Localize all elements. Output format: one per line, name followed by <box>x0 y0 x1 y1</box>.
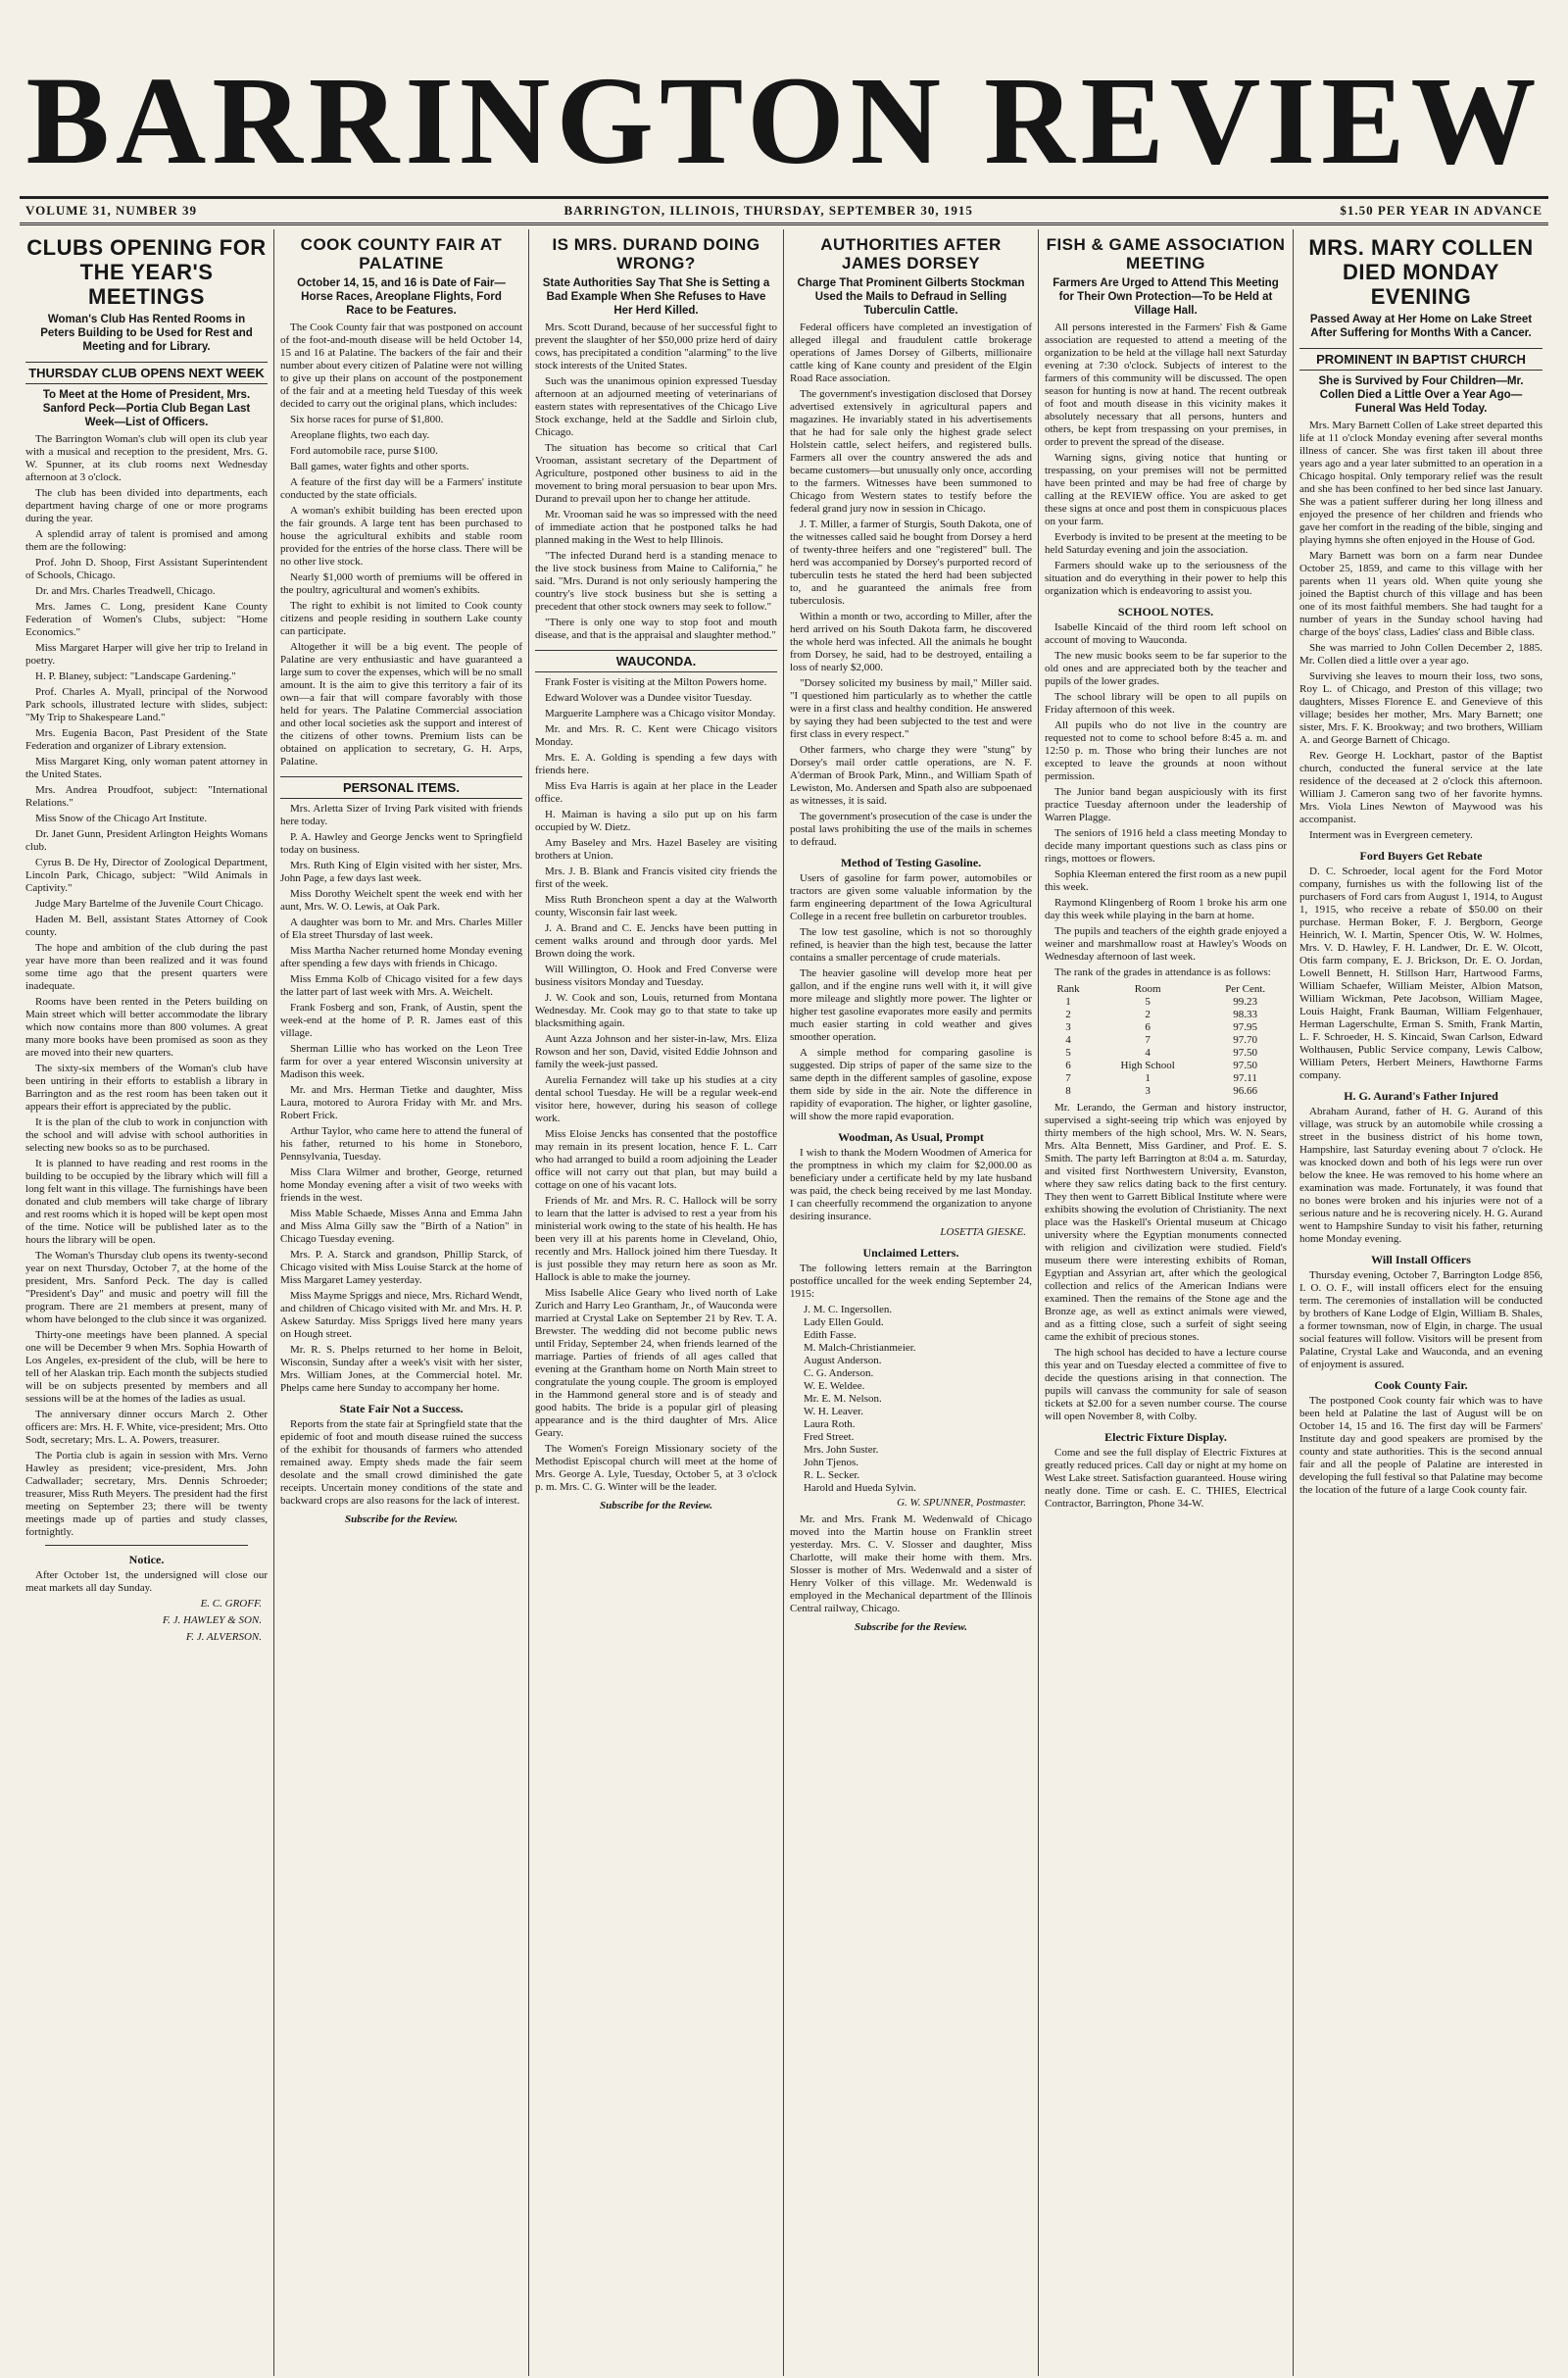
table-row <box>1045 1072 1287 1085</box>
paragraph: The sixty-six members of the Woman's club have been untiring in their efforts to establish a library in Barrington and as the rest room has been taken out it appears their effort is appreciated by the public. <box>25 1063 268 1113</box>
paragraph: The hope and ambition of the club during the past year have more than been realized and it was found some time ago that the present quarters were inadequate. <box>25 942 268 992</box>
paragraph: Cyrus B. De Hy, Director of Zoological Department, Lincoln Park, Chicago, subject: "Wild Animals in Captivity." <box>25 857 268 894</box>
paragraph: P. A. Hawley and George Jencks went to Springfield today on business. <box>280 831 522 856</box>
table-cell: 96.66 <box>1233 1085 1258 1097</box>
paragraph: Farmers should wake up to the seriousness of the situation and do everything in their power to help this organization which is endeavoring to assist you. <box>1045 560 1287 597</box>
dateline-bar <box>20 196 1548 225</box>
subhead-install: Will Install Officers <box>1371 1253 1471 1266</box>
postmaster-signature: G. W. SPUNNER, Postmaster. <box>897 1497 1026 1509</box>
paragraph: The low test gasoline, which is not so thoroughly refined, is heavier than the high test, because the latter contains a smaller percentage of crude materials. <box>790 926 1032 964</box>
list-item: R. L. Secker. <box>804 1469 860 1481</box>
paragraph: Miss Mayme Spriggs and niece, Mrs. Richard Wendt, and children of Chicago visited with Mr. and Mrs. H. P. Askew Saturday. Miss Spriggs lived here many years on Hough street. <box>280 1290 522 1340</box>
paragraph: Miss Dorothy Weichelt spent the week end with her aunt, Mrs. W. O. Lewis, at Oak Park. <box>280 888 522 913</box>
table-row <box>1045 1009 1287 1021</box>
paragraph: Such was the unanimous opinion expressed Tuesday afternoon at an adjourned meeting of veterinarians of eastern states with representatives of the Chicago Live Stock exchange, held at the Saddle and Sirloin club, Chicago. <box>535 375 777 438</box>
paragraph: Surviving she leaves to mourn their loss, two sons, Roy L. of Chicago, and Preston of this village; two daughters, Misses Florence E. and Genevieve of this village; besides her mother, Mrs. Mary Barnett; one sister, Mrs. F. K. Brookway; and two brothers, William A. and George Barnett of Chicago. <box>1299 670 1543 746</box>
paragraph: Aurelia Fernandez will take up his studies at a city dental school Tuesday. He will be a regular week-end visitor here, however, during his season of college work. <box>535 1074 777 1124</box>
wedenwald-text: Mr. and Mrs. Frank M. Wedenwald of Chicago moved into the Martin house on Franklin street yesterday. Mrs. C. V. Slosser and daughter, Miss Charlotte, will make their home with them. Mrs. Slosser is mother of Mrs. Wedenwald and a sister of Henry Volker of this village. Mr. Wedenwald is employed in the Mechanical department of the Illinois Central railway, Chicago. <box>790 1513 1032 1614</box>
paragraph: The government's investigation disclosed that Dorsey advertised extensively in agricultural papers and magazines. He invariably stated in his advertisements that he had for sale only the highest grade select Holstein cattle, select heifers, and registered bulls. Farmers all over the country answered the ads and became customers—but unusually only once, according to the farmers. Witnesses have been summoned to Chicago from Western states to testify before the federal grand jury now in session in Chicago. <box>790 388 1032 515</box>
list-item: W. E. Weldee. <box>804 1380 865 1392</box>
paragraph: Mrs. J. B. Blank and Francis visited city friends the first of the week. <box>535 866 777 890</box>
headline-fair: COOK COUNTY FAIR AT PALATINE <box>300 235 503 272</box>
paragraph: Miss Margaret Harper will give her trip to Ireland in poetry. <box>25 642 268 667</box>
subhead-personal-items: PERSONAL ITEMS. <box>280 776 522 799</box>
woodman-signature: LOSETTA GIESKE. <box>940 1226 1026 1238</box>
paragraph: "The infected Durand herd is a standing menace to the live stock business from Maine to California," he said. "Mrs. Durand is not only seriously hampering the country's live stock business but she is setting a precedent that other stock owners may seek to follow." <box>535 550 777 613</box>
subscribe-line: Subscribe for the Review. <box>854 1621 968 1633</box>
paragraph: Miss Emma Kolb of Chicago visited for a few days the latter part of last week with Mrs. A. Weichelt. <box>280 973 522 998</box>
paragraph: Miss Margaret King, only woman patent attorney in the United States. <box>25 756 268 780</box>
paragraph: She was married to John Collen December 2, 1885. Mr. Collen died a little over a year ago. <box>1299 642 1543 667</box>
notice-signature: E. C. GROFF. <box>200 1598 262 1610</box>
newspaper-page <box>20 0 1548 2360</box>
deck-durand: State Authorities Say That She is Setting a Bad Example When She Refuses to Have Her Herd Killed. <box>542 277 770 317</box>
paragraph: The Cook County fair that was postponed on account of the foot-and-mouth disease will be held October 14, 15 and 16 at Palatine. The backers of the fair and their number about every citizen of Palatine were not willing to give up their plans on account of the postponement of the fair and at a meeting held Tuesday of this week decided to carry out the original plans, which includes: <box>280 322 522 410</box>
paragraph: H. Maiman is having a silo put up on his farm occupied by W. Dietz. <box>535 809 777 833</box>
paragraph: Users of gasoline for farm power, automobiles or tractors are given some valuable information by the farm engineering department of the Iowa Agricultural College in a recent free bulletin on carburetor troubles. <box>790 872 1032 922</box>
paragraph: The Junior band began auspiciously with its first practice Tuesday afternoon under the leadership of Warren Plagge. <box>1045 786 1287 823</box>
paragraph: Sophia Kleeman entered the first room as a new pupil this week. <box>1045 868 1287 893</box>
install-text: Thursday evening, October 7, Barrington Lodge 856, I. O. O. F., will install officers elect for the ensuing term. The ceremonies of installation will be conducted by brothers of Kane Lodge of Elgin, William B. Shales, a former townsman, now of Elgin, in charge. The usual social features will follow. Visitors will be present from Palatine, Crystal Lake and Wauconda, and an evening of enjoyment is assured. <box>1299 1269 1543 1370</box>
paragraph: The Barrington Woman's club will open its club year with a musical and reception to the president, Mrs. G. W. Spunner, at its club rooms next Wednesday afternoon at 3 o'clock. <box>25 433 268 483</box>
paragraph: J. A. Brand and C. E. Jencks have been putting in cement walks around and through door yards. Mel Brown doing the work. <box>535 922 777 960</box>
paragraph: Interment was in Evergreen cemetery. <box>1309 829 1473 841</box>
list-item: Fred Street. <box>804 1431 855 1443</box>
paragraph: Frank Fosberg and son, Frank, of Austin, spent the week-end at the home of P. R. James east of this village. <box>280 1002 522 1039</box>
paragraph: Judge Mary Bartelme of the Juvenile Court Chicago. <box>35 898 264 910</box>
table-cell: 98.33 <box>1233 1009 1258 1020</box>
headline-durand: IS MRS. DURAND DOING WRONG? <box>552 235 760 272</box>
paragraph: Areoplane flights, two each day. <box>290 429 430 441</box>
deck-thursday-club: To Meet at the Home of President, Mrs. Sanford Peck—Portia Club Began Last Week—List of Officers. <box>42 389 251 428</box>
column-dorsey <box>784 229 1039 2376</box>
paragraph: Ball games, water fights and other sports. <box>290 461 469 472</box>
table-cell: 6 <box>1145 1021 1151 1033</box>
paragraph: Arthur Taylor, who came here to attend the funeral of his father, returned to his home in Stoneboro, Pennsylvania, Tuesday. <box>280 1125 522 1163</box>
subhead-woodman: Woodman, As Usual, Prompt <box>838 1130 984 1144</box>
gasoline-body <box>790 872 1032 1123</box>
paragraph: Friends of Mr. and Mrs. R. C. Hallock will be sorry to learn that the latter is advised to rest a year from his ministerial work owing to the state of his health. He has been very ill at his parents home in Cleveland, Ohio, recently and Mrs. Hallock joined him there Tuesday. It is just possible they may return here as soon as Mr. Hallock is able to make the journey. <box>535 1195 777 1283</box>
table-cell: 1 <box>1065 996 1071 1008</box>
paragraph: Rev. George H. Lockhart, pastor of the Baptist church, conducted the funeral service at the late residence of the deceased at 2 o'clock this afternoon. William J. Cameron sang two of her favorite hymns. Mrs. Viola Lines Newton of Maywood was his accompanist. <box>1299 750 1543 825</box>
list-item: C. G. Anderson. <box>804 1367 874 1379</box>
paragraph: Dr. and Mrs. Charles Treadwell, Chicago. <box>35 585 216 597</box>
table-cell: 97.50 <box>1233 1060 1258 1071</box>
paragraph: Amy Baseley and Mrs. Hazel Baseley are visiting brothers at Union. <box>535 837 777 862</box>
deck-fair: October 14, 15, and 16 is Date of Fair—Horse Races, Areoplane Flights, Ford Race to be Features. <box>297 277 506 317</box>
paragraph: Miss Isabelle Alice Geary who lived north of Lake Zurich and Harry Leo Grantham, Jr., of Wauconda were married at Crystal Lake on September 21 by Rev. T. A. Brewster. The wedding did not become public news until Friday, September 24, when friends learned of the marriage. Parties of friends of all ages called that evening at the Grantham home on North Main street to congratulate the young couple. The groom is employed in the Hammond general store and is of steady and good habits. The bride is a popular girl of pleasing appearance and is the third daughter of Mrs. Alice Geary. <box>535 1287 777 1439</box>
paragraph: Mrs. Ruth King of Elgin visited with her sister, Mrs. John Page, a few days last week. <box>280 860 522 884</box>
table-cell: 97.70 <box>1233 1034 1258 1046</box>
paragraph: Miss Martha Nacher returned home Monday evening after spending a few days with friends in Chicago. <box>280 945 522 969</box>
paragraph: Prof. John D. Shoop, First Assistant Superintendent of Schools, Chicago. <box>25 557 268 581</box>
deck-clubs: Woman's Club Has Rented Rooms in Peters Building to be Used for Rest and Meeting and for Library. <box>40 314 253 353</box>
wauconda-items-list <box>535 676 777 1494</box>
column-clubs <box>20 229 274 2376</box>
subhead-ford: Ford Buyers Get Rebate <box>1359 849 1483 863</box>
paragraph: The right to exhibit is not limited to Cook county citizens and people residing in southern Lake county can participate. <box>280 600 522 637</box>
list-item: W. H. Leaver. <box>804 1406 863 1417</box>
column-fair <box>274 229 529 2376</box>
personal-items-list <box>280 803 522 1395</box>
paragraph: Miss Clara Wilmer and brother, George, returned home Monday evening after a visit of two weeks with friends in the west. <box>280 1166 522 1204</box>
paragraph: Marguerite Lamphere was a Chicago visitor Monday. <box>545 708 776 719</box>
column-fish-game <box>1039 229 1294 2376</box>
woodman-text: I wish to thank the Modern Woodmen of America for the promptness in which my claim for $2,000.00 as beneficiary under a certificate held by my late husband was paid, the check being received by me last Monday. I can cheerfully recommend the organization to anyone desiring insurance. <box>790 1147 1032 1222</box>
paragraph: Miss Ruth Broncheon spent a day at the Walworth county, Wisconsin fair last week. <box>535 894 777 918</box>
attendance-table <box>1045 983 1287 1098</box>
list-item: J. M. C. Ingersollen. <box>804 1304 893 1315</box>
headline-clubs: CLUBS OPENING FOR THE YEAR'S MEETINGS <box>26 235 267 309</box>
paragraph: "Dorsey solicited my business by mail," Miller said. "I questioned him particularly as to whether the cattle were in a first class and healthy condition. He answered by saying they had been subjected to the test and were first class in every respect." <box>790 677 1032 740</box>
table-cell: 2 <box>1065 1009 1071 1020</box>
article-body-clubs <box>25 433 268 1539</box>
state-fair-text: Reports from the state fair at Springfield state that the epidemic of foot and mouth disease ruined the success of the exhibit for thousands of farmers who attended remained away. Empty sheds made the fair seem desolate and the small crowd diminished the gate receipts. Uncertain money conditions of the state and backward crops are also reasons for the lack of interest. <box>280 1418 522 1507</box>
volume-number: VOLUME 31, NUMBER 39 <box>25 203 198 218</box>
table-cell: 3 <box>1065 1021 1071 1033</box>
headline-collen: MRS. MARY COLLEN DIED MONDAY EVENING <box>1308 235 1534 309</box>
school-notes-body <box>1045 621 1287 979</box>
paragraph: A simple method for comparing gasoline is suggested. Dip strips of paper of the same size to the same depth in the different samples of gasoline, expose them side by side in the air. Note the difference in rapidity of evaporation. The higher, or lighter gasoline, will show the more rapid evaporation. <box>790 1047 1032 1122</box>
paragraph: Mr. Lerando, the German and history instructor, supervised a sight-seeing trip which was enjoyed by thirty members of the high school, Mrs. W. N. Sears, Mrs. Alta Bennett, Miss Gardiner, and Prof. E. S. Smith. The party left Barrington at 8:04 a. m. Saturday, and visited first Northwestern University, Evanston, where they saw relics dating back to the first century. They then went to Garrett Biblical Institute where were exhibits showing the evolution of Christianity. The next place was the Haskell's Oriental museum at Chicago university where the Egyptian monuments connected with religion and civilization were studied. Field's museum there were interesting exhibits of Roman, Egyptian and Assyrian art, after which the geological collection and relics of the American Indians were examined. Then the remains of the Stone age and the Bronze age, as well as extinct animals were viewed, and as a fitting close, such a surfeit of sight seeing came the exhibit of precious stones. <box>1045 1102 1287 1343</box>
paragraph: Haden M. Bell, assistant States Attorney of Cook county. <box>25 914 268 938</box>
table-cell: 4 <box>1065 1034 1071 1046</box>
paragraph: The new music books seem to be far superior to the old ones and are appreciated both by the teacher and pupils of the lower grades. <box>1045 650 1287 687</box>
deck-collen: Passed Away at Her Home on Lake Street After Suffering for Months With a Cancer. <box>1309 314 1533 339</box>
headline-fish-game: FISH & GAME ASSOCIATION MEETING <box>1046 235 1286 272</box>
notice-signature: F. J. HAWLEY & SON. <box>162 1614 262 1626</box>
paragraph: Mr. and Mrs. R. C. Kent were Chicago visitors Monday. <box>535 723 777 748</box>
attendance-table-body <box>1045 996 1287 1098</box>
paragraph: Miss Eloise Jencks has consented that the postoffice may remain in its present location, hence F. L. Carr who had arranged to build a room adjoining the Leader office will not carry out that plan, but may build a cottage on one of his vacant lots. <box>535 1128 777 1191</box>
table-header-row <box>1045 983 1287 996</box>
table-cell: 7 <box>1145 1034 1151 1046</box>
subhead-unclaimed-letters: Unclaimed Letters. <box>862 1246 959 1260</box>
paragraph: Mr. R. S. Phelps returned to her home in Beloit, Wisconsin, Sunday after a week's visit with her sister, Mrs. William Jones, at the Commercial hotel. Mr. Phelps came here Sunday to accompany her home. <box>280 1344 522 1394</box>
paragraph: Federal officers have completed an investigation of alleged illegal and fraudulent cattle brokerage operations of James Dorsey of Gilberts, millionaire cattle king of Kane county and president of the Elgin Road Race association. <box>790 322 1032 384</box>
table-header: Per Cent. <box>1225 983 1266 995</box>
paragraph: Frank Foster is visiting at the Milton Powers home. <box>545 676 767 688</box>
paragraph: Six horse races for purse of $1,800. <box>290 414 444 425</box>
paragraph: The anniversary dinner occurs March 2. Other officers are: Mrs. H. F. White, vice-president; Mrs. Otto Sodt, secretary; Mrs. L. A. Powers, treasurer. <box>25 1409 268 1446</box>
deck-fish-game: Farmers Are Urged to Attend This Meeting for Their Own Protection—To be Held at Village Hall. <box>1053 277 1279 317</box>
issue-date: BARRINGTON, ILLINOIS, THURSDAY, SEPTEMBER 30, 1915 <box>564 203 973 218</box>
table-row <box>1045 1085 1287 1098</box>
article-body-fish-game <box>1045 322 1287 598</box>
table-cell: 3 <box>1145 1085 1151 1097</box>
paragraph: J. T. Miller, a farmer of Sturgis, South Dakota, one of the witnesses called said he bought from Dorsey a herd of twenty-three heifers and one "registered" bull. The herd was accompanied by Dorsey's purported record of tuberculin tests he stated the herd had been subjected to, and he guaranteed the animals free from tuberculosis. <box>790 519 1032 607</box>
aurand-text: Abraham Aurand, father of H. G. Aurand of this village, was struck by an automobile while crossing a street in the business district of his home town, Hampshire, last Saturday evening about 7 o'clock. He was knocked down and both of his legs were run over below the knee. He was removed to his home where an examination was made. Fortunately, it was found that no bones were broken and his injuries were not of a serious nature and he is recovering nicely. H. G. Aurand went to Hampshire Sunday to visit his father, returning home Monday evening. <box>1299 1106 1543 1245</box>
table-cell: 6 <box>1065 1060 1071 1071</box>
electric-text: Come and see the full display of Electric Fixtures at greatly reduced prices. Call day or night at my home on West Lake street. Satisfaction guaranteed. House wiring neatly done. Time or cash. E. C. THIES, Electrical Contractor, Barrington, Phone 34-W. <box>1045 1447 1287 1510</box>
paragraph: A woman's exhibit building has been erected upon the fair grounds. A large tent has been purchased to house the agricultural exhibits and stable room provided for the entries of the horse class. There will be no other live stock. <box>280 505 522 568</box>
table-cell: 5 <box>1065 1047 1071 1059</box>
paragraph: Raymond Klingenberg of Room 1 broke his arm one day this week while playing in the barn at home. <box>1045 897 1287 921</box>
paragraph: Miss Mable Schaede, Misses Anna and Emma Jahn and Miss Alma Gilly saw the "Birth of a Nation" in Chicago Tuesday evening. <box>280 1208 522 1245</box>
paragraph: Mr. Vrooman said he was so impressed with the need of immediate action that he postponed talks he had planned making in the West to help Illinois. <box>535 509 777 546</box>
paragraph: Will Willington, O. Hook and Fred Converse were business visitors Monday and Tuesday. <box>535 964 777 988</box>
paragraph: Mrs. Mary Barnett Collen of Lake street departed this life at 11 o'clock Monday evening after several months illness of cancer. She was first taken ill about three years ago and a year later submitted to an operation in a Chicago hospital. Only temporary relief was the result and she has been confined to her bed since last January. She was a patient sufferer during her long illness and enjoyed the presence of her children and friends who gave her comfort in the reading of the bible, singing and playing hymns she often enjoyed in the House of God. <box>1299 420 1543 546</box>
notice-title: Notice. <box>128 1553 165 1566</box>
paragraph: It is the plan of the club to work in conjunction with the school and will advise with school authorities in selecting new books so as to be purchased. <box>25 1116 268 1154</box>
table-cell: 2 <box>1145 1009 1151 1020</box>
paragraph: Altogether it will be a big event. The people of Palatine are very enthusiastic and have guaranteed a large sum to cover the expenses, which will be no small amount. It is the aim to give this territory a fair of its own—a fair that will compare favorably with those held for years. The Palatine Commercial association and other local societies ask the support and interest of the citizens of other towns. Premium lists can be obtained on application to secretary, G. H. Arps, Palatine. <box>280 641 522 768</box>
paragraph: The situation has become so critical that Carl Vrooman, assistant secretary of the Department of Agriculture, postponed other business to aid in the movement to bring moral persuasion to bear upon Mrs. Durand to prevail upon her to change her attitude. <box>535 442 777 505</box>
article-body-dorsey <box>790 322 1032 849</box>
paragraph: The club has been divided into departments, each department having charge of one or more programs during the year. <box>25 487 268 524</box>
paragraph: A feature of the first day will be a Farmers' institute conducted by the state officials. <box>280 476 522 501</box>
table-row <box>1045 1034 1287 1047</box>
list-item: Laura Roth. <box>804 1418 856 1430</box>
subhead-school-notes: SCHOOL NOTES. <box>1117 605 1214 619</box>
subhead-thursday-club: THURSDAY CLUB OPENS NEXT WEEK <box>25 362 268 384</box>
table-cell: 97.11 <box>1233 1072 1257 1084</box>
table-cell: 5 <box>1145 996 1151 1008</box>
paragraph: All pupils who do not live in the country are requested not to come to school before 8:45 a. m. and 12:50 p. m. Those who bring their lunches are not excepted to leave the grounds at noon without permission. <box>1045 719 1287 782</box>
letters-intro: The following letters remain at the Barrington postoffice uncalled for the week ending September 24, 1915: <box>790 1263 1032 1300</box>
subscribe-line: Subscribe for the Review. <box>344 1513 459 1525</box>
paragraph: The Women's Foreign Missionary society of the Methodist Episcopal church will meet at the home of Mrs. George A. Lyle, Tuesday, October 5, at 3 o'clock p. m. Mrs. C. G. Winter will be the leader. <box>535 1443 777 1493</box>
paragraph: Other farmers, who charge they were "stung" by Dorsey's mail order cattle operations, are N. F. A'derman of Brook Park, Minn., and William Spath of Lewiston, Mo. Andersen and Spath also are subpoenaed as witnesses, it is said. <box>790 744 1032 807</box>
deck-dorsey: Charge That Prominent Gilberts Stockman Used the Mails to Defraud in Selling Tuberculin Cattle. <box>797 277 1025 317</box>
table-cell: 7 <box>1065 1072 1071 1084</box>
paragraph: Sherman Lillie who has worked on the Leon Tree farm for over a year entered Wisconsin university at Madison this week. <box>280 1043 522 1080</box>
article-body-durand <box>535 322 777 642</box>
paragraph: H. P. Blaney, subject: "Landscape Gardening." <box>35 670 236 682</box>
table-row <box>1045 1047 1287 1060</box>
column-collen <box>1294 229 1548 2376</box>
subhead-gasoline: Method of Testing Gasoline. <box>840 856 982 869</box>
paragraph: The pupils and teachers of the eighth grade enjoyed a weiner and marshmallow roast at Hawley's Woods on Wednesday afternoon of last week. <box>1045 925 1287 963</box>
article-body-collen <box>1299 420 1543 842</box>
column-durand <box>529 229 784 2376</box>
paragraph: It is planned to have reading and rest rooms in the building to be occupied by the library which will fill a long felt want in this village. The furnishings have been donated and club members will take charge of library and rest rooms which it is hoped will be kept open most of the time. Notice will be published later as to the hours the library will be open. <box>25 1158 268 1246</box>
list-item: M. Malch-Christianmeier. <box>804 1342 916 1354</box>
paragraph: The school library will be open to all pupils on Friday afternoon of this week. <box>1045 691 1287 716</box>
paragraph: The high school has decided to have a lecture course this year and on Tuesday elected a committee of five to decide the questions arising in that connection. The pupils will canvass the community for sale of season tickets at $2.00 for a seven number course. The course will open November 8, with Colby. <box>1045 1347 1287 1422</box>
masthead-title: BARRINGTON REVIEW <box>25 51 1543 190</box>
paragraph: The government's prosecution of the case is under the postal laws prohibiting the use of the mails in schemes to defraud. <box>790 811 1032 848</box>
paragraph: Everbody is invited to be present at the meeting to be held Saturday evening and join the association. <box>1045 531 1287 556</box>
paragraph: Mrs. Eugenia Bacon, Past President of the State Federation and organizer of Library extension. <box>25 727 268 752</box>
paragraph: Prof. Charles A. Myall, principal of the Norwood Park schools, illustrated lecture with slides, subject: "My Trip to Shakespeare Land." <box>25 686 268 723</box>
table-cell: 97.50 <box>1233 1047 1258 1059</box>
headline-dorsey: AUTHORITIES AFTER JAMES DORSEY <box>820 235 1002 272</box>
school-trip-body <box>1045 1102 1287 1423</box>
list-item: Edith Fasse. <box>804 1329 857 1341</box>
notice-text: After October 1st, the undersigned will close our meat markets all day Sunday. <box>25 1569 268 1594</box>
paragraph: Mrs. Andrea Proudfoot, subject: "International Relations." <box>25 784 268 809</box>
paragraph: Mrs. E. A. Golding is spending a few days with friends here. <box>535 752 777 776</box>
subhead-wauconda: WAUCONDA. <box>535 650 777 672</box>
paragraph: "There is only one way to stop foot and mouth disease, and that is the appraisal and slaughter method." <box>535 617 777 641</box>
ford-text: D. C. Schroeder, local agent for the Ford Motor company, furnishes us with the following list of the purchasers of Ford cars from August 1, 1914, to August 1, 1915, who receive a rebate of $50.00 on their purchase. Herman Boker, F. J. Bergborn, George Heinrich, W. I. Martin, Spencer Otis, W. W. Holmes, Mrs. V. D. Hawley, F. H. Landwer, Dr. E. W. Olcott, Otis farm company, E. J. Brickson, Dr. E. O. Jordan, Lowell Bennett, H. Stillson Harr, Hartwood Farms, William Schaefer, William Meister, Albion Matson, William Wickman, Pete Jacobson, William Magee, Louis Haight, Frank Bauman, William Felgenhauer, Herman Lagerschulte, Erman S. Smith, Frank Martin, L. F. Schroeder, H. S. Kincaid, Swan Carlson, Edward Wolthausen, Public Service company, Lewis Calbow, William Peters, Herbert Meiners, Hawthorne Farms company. <box>1299 866 1543 1081</box>
divider <box>45 1545 248 1546</box>
table-cell: 99.23 <box>1233 996 1258 1008</box>
table-row <box>1045 1021 1287 1034</box>
subhead-electric: Electric Fixture Display. <box>1104 1430 1227 1444</box>
table-cell: 4 <box>1145 1047 1151 1059</box>
paragraph: Edward Wolover was a Dundee visitor Tuesday. <box>545 692 753 704</box>
table-header: Rank <box>1056 983 1080 995</box>
paragraph: Mr. and Mrs. Herman Tietke and daughter, Miss Laura, motored to Aurora Friday with Mr. and Mrs. Robert Frick. <box>280 1084 522 1121</box>
paragraph: Isabelle Kincaid of the third room left school on account of moving to Wauconda. <box>1045 621 1287 646</box>
list-item: Mrs. John Suster. <box>804 1444 879 1456</box>
paragraph: A daughter was born to Mr. and Mrs. Charles Miller of Ela street Thursday of last week. <box>280 917 522 941</box>
paragraph: Mrs. Scott Durand, because of her successful fight to prevent the slaughter of her $50,000 prize herd of dairy cows, has precipitated a condition "alarming" to the live stock interests of the United States. <box>535 322 777 372</box>
list-item: Harold and Hueda Sylvin. <box>804 1482 916 1494</box>
paragraph: Mary Barnett was born on a farm near Dundee October 25, 1859, and came to this village with her parents when 11 years old. When quite young she joined the Baptist church of this village and has been one of its most faithful members. She had taught for a number of years in the Sunday school having had charge of the boys' class, Ladies' class and Bible class. <box>1299 550 1543 638</box>
paragraph: Rooms have been rented in the Peters building on Main street which will better accommodate the library which now contains more than 800 volumes. A great many more books have been promised as soon as they are moved into their new quarters. <box>25 996 268 1059</box>
subscribe-line: Subscribe for the Review. <box>599 1500 713 1511</box>
table-cell: High School <box>1120 1060 1175 1071</box>
list-item: August Anderson. <box>804 1355 882 1366</box>
paragraph: The rank of the grades in attendance is as follows: <box>1054 966 1271 978</box>
paragraph: Dr. Janet Gunn, President Arlington Heights Womans club. <box>25 828 268 853</box>
paragraph: Aunt Azza Johnson and her sister-in-law, Mrs. Eliza Rowson and her son, David, visited Eddie Johnson and family the week-just passed. <box>535 1033 777 1070</box>
notice-signature: F. J. ALVERSON. <box>185 1631 262 1643</box>
paragraph: The Portia club is again in session with Mrs. Verno Hawley as president; vice-president, Mrs. John Cadwallader; secretary, Mrs. Dennis Schroeder; treasurer, Miss Ruth Meyers. The president had the first meeting on September 23; there will be twenty meetings made up of parties and study classes, fortnightly. <box>25 1450 268 1538</box>
paragraph: Thirty-one meetings have been planned. A special one will be December 9 when Mrs. Sophia Howarth of Los Angeles, ex-president of the club, will be here to tell of her Alaskan trip. Each month the subjects studied will be on subjects presented by members and all sessions will be at the homes of the ladies as usual. <box>25 1329 268 1405</box>
paragraph: Miss Eva Harris is again at her place in the Leader office. <box>535 780 777 805</box>
subhead-county-fair: Cook County Fair. <box>1374 1378 1468 1392</box>
paragraph: The seniors of 1916 held a class meeting Monday to decide many important questions such as class pins or rings, mottoes or flowers. <box>1045 827 1287 865</box>
paragraph: Mrs. James C. Long, president Kane County Federation of Women's Clubs, subject: "Home Economics." <box>25 601 268 638</box>
list-item: Mr. E. M. Nelson. <box>804 1393 882 1405</box>
paragraph: Mrs. Arletta Sizer of Irving Park visited with friends here today. <box>280 803 522 827</box>
table-cell: 97.95 <box>1233 1021 1258 1033</box>
paragraph: Mrs. P. A. Starck and grandson, Phillip Starck, of Chicago visited with Miss Louise Starck at the home of Miss Margaret Lamey yesterday. <box>280 1249 522 1286</box>
county-fair-text: The postponed Cook county fair which was to have been held at Palatine the last of August will be on October 14, 15 and 16. The first day will be Farmers' Institute day and good speakers are promised by the county and state authorities. This is the second annual fair and all the people of Palatine are interested in developing the full festival so that Palatine may become the location of the future of a large Cook county fair. <box>1299 1395 1543 1496</box>
paragraph: All persons interested in the Farmers' Fish & Game association are requested to attend a meeting of the organization to be held at the village hall next Saturday evening at 7:30 o'clock. Subjects of interest to the farmers of this community will be discussed. The open season for hunting is now at hand. The recent outbreak of foot and mouth disease in this vicinity makes it absolutely necessary that all persons, hunters and others, be kept from trespassing on your premises, in order to prevent the spread of the disease. <box>1045 322 1287 448</box>
paragraph: Ford automobile race, purse $100. <box>290 445 438 457</box>
table-cell: 1 <box>1145 1072 1151 1084</box>
paragraph: Nearly $1,000 worth of premiums will be offered in the poultry, agricultural and women's exhibits. <box>280 571 522 596</box>
paragraph: The heavier gasoline will develop more heat per gallon, and if the engine runs well with it, it will give more mileage and slightly more power. The lighter or higher test gasoline evaporates more easily and permits much easier starting in cold weather and gives smoother operation. <box>790 967 1032 1043</box>
subhead-state-fair: State Fair Not a Success. <box>339 1402 464 1415</box>
list-item: John Tjenos. <box>804 1457 859 1468</box>
paragraph: A splendid array of talent is promised and among them are the following: <box>25 528 268 553</box>
deck-baptist: She is Survived by Four Children—Mr. Collen Died a Little Over a Year Ago—Funeral Was Held Today. <box>1318 375 1524 415</box>
table-cell: 8 <box>1065 1085 1071 1097</box>
paragraph: Miss Snow of the Chicago Art Institute. <box>35 813 208 824</box>
columns <box>20 229 1548 2376</box>
subscription-price: $1.50 PER YEAR IN ADVANCE <box>1340 203 1543 218</box>
paragraph: J. W. Cook and son, Louis, returned from Montana Wednesday. Mr. Cook may go to that state to take up blacksmithing again. <box>535 992 777 1029</box>
paragraph: Warning signs, giving notice that hunting or trespassing, on your premises will not be permitted have been printed and may be had free of charge by calling at the REVIEW office. You are asked to get these signs at once and post them in conspicuous places on your farm. <box>1045 452 1287 527</box>
subhead-baptist: PROMINENT IN BAPTIST CHURCH <box>1299 348 1543 371</box>
list-item: Lady Ellen Gould. <box>804 1316 884 1328</box>
table-row <box>1045 996 1287 1009</box>
paragraph: The Woman's Thursday club opens its twenty-second year on next Thursday, October 7, at the home of the president, Mrs. Sanford Peck. The day is called "President's Day" and music and poetry will fill the program. There are 21 members at present, many of whom have belonged to the club since it was organized. <box>25 1250 268 1325</box>
paragraph: Within a month or two, according to Miller, after the herd arrived on his South Dakota farm, he discovered the whole herd was infected. All the animals he bought from Dorsey, he said, had to be destroyed, entailing a loss of nearly $2,000. <box>790 611 1032 673</box>
unclaimed-letters-list <box>790 1304 1032 1495</box>
subhead-aurand: H. G. Aurand's Father Injured <box>1344 1089 1498 1103</box>
table-header: Room <box>1134 983 1161 995</box>
article-body-fair <box>280 322 522 768</box>
table-row <box>1045 1060 1287 1072</box>
